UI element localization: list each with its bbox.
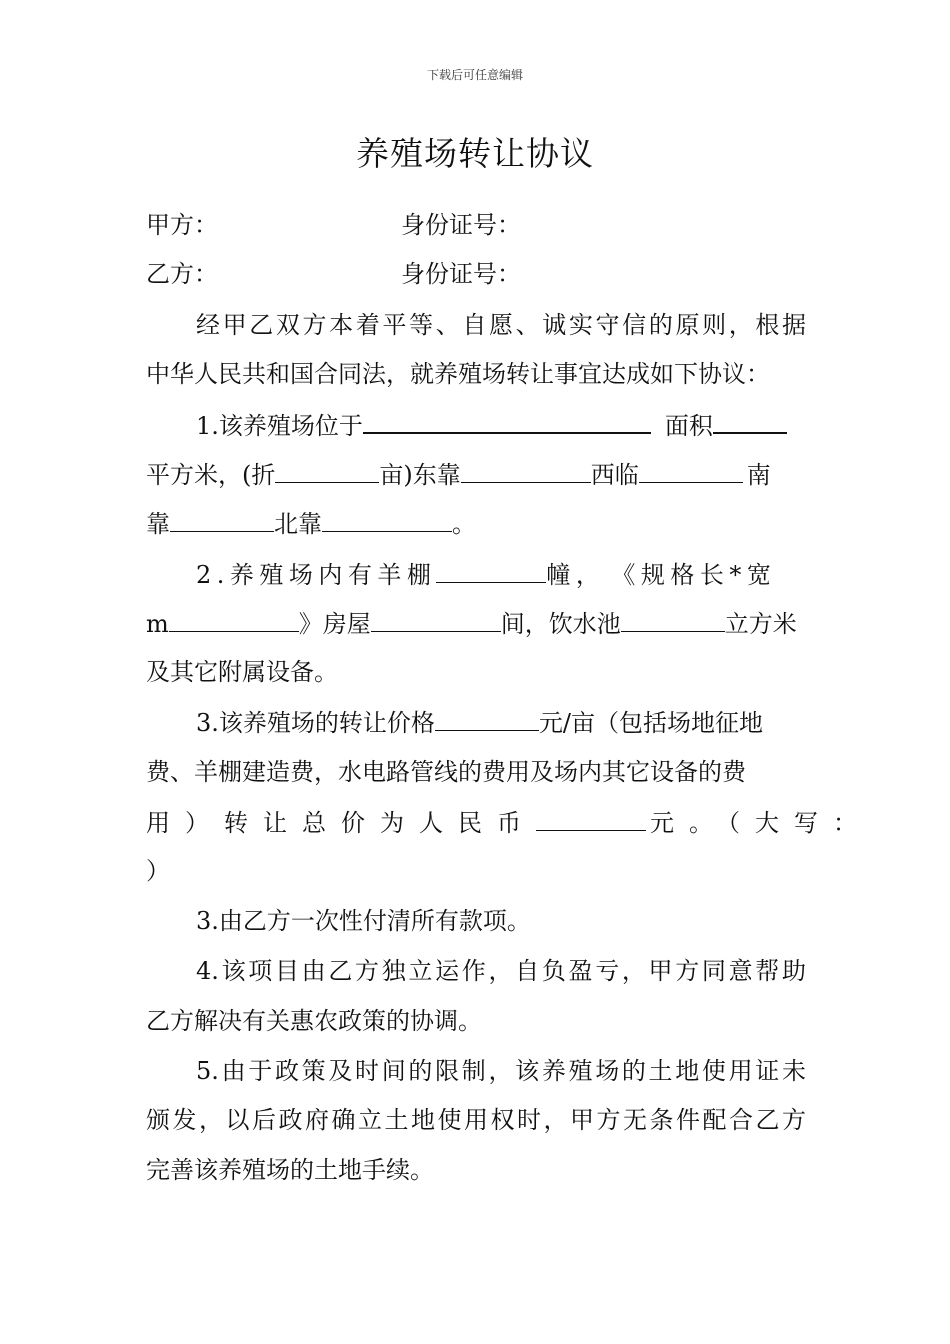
clause-4-line-2: 乙方解决有关惠农政策的协调。 [146, 1007, 482, 1035]
clause-5-line-1: 5.由于政策及时间的限制，该养殖场的土地使用证未 [196, 1057, 806, 1085]
intro-line-2: 中华人民共和国合同法，就养殖场转让事宜达成如下协议： [146, 360, 770, 388]
shed-count-blank [436, 558, 546, 583]
mu-blank [275, 458, 379, 483]
clause-2-prefix: 2.养殖场内有羊棚 [196, 561, 437, 589]
cubic-label: 立方米 [724, 610, 797, 638]
sq-m-label: 平方米，(折 [146, 461, 276, 489]
header-note: 下载后可任意编辑 [426, 68, 523, 82]
document-title: 养殖场转让协议 [356, 134, 594, 173]
clause-1-end: 。 [452, 510, 476, 538]
intro-line-1: 经甲乙双方本着平等、自愿、诚实守信的原则，根据 [196, 311, 806, 339]
rooms-label: 》房屋 [298, 610, 371, 638]
clause-1-prefix: 1.该养殖场位于 [196, 412, 363, 440]
clause-2-line-2 [146, 607, 806, 639]
rooms-blank [371, 607, 501, 632]
clause-5-line-3: 完善该养殖场的土地手续。 [146, 1156, 434, 1184]
clause-3b: 3.由乙方一次性付清所有款项。 [196, 907, 531, 935]
east-label: 亩)东靠 [379, 461, 461, 489]
total-price-label: 用）转让总价为人民币 [146, 809, 536, 837]
pool-blank [621, 607, 725, 632]
clause-3-line-1 [196, 706, 806, 738]
clause-1-line-1 [196, 408, 806, 440]
area-label: 面积 [664, 412, 713, 440]
clause-5-line-2: 颁发，以后政府确立土地使用权时，甲方无条件配合乙方 [146, 1106, 806, 1134]
unit-price-label: 元/亩（包括场地征地 [538, 709, 763, 737]
clause-2-line-1 [196, 558, 806, 590]
south-blank [170, 507, 274, 532]
total-price-blank [536, 806, 646, 831]
clause-3-line-2: 费、羊棚建造费，水电路管线的费用及场内其它设备的费 [146, 758, 746, 786]
pool-label: 间，饮水池 [500, 610, 621, 638]
shed-unit: 幢， [546, 561, 606, 589]
north-label: 北靠 [274, 510, 322, 538]
clause-3-line-4: ） [146, 857, 170, 885]
total-price-unit: 元。（大写： [650, 809, 872, 837]
clause-4-line-1: 4.该项目由乙方独立运作，自负盈亏，甲方同意帮助 [196, 957, 806, 985]
party-a-label: 甲方： [146, 211, 218, 239]
location-blank [363, 408, 651, 434]
party-b-label: 乙方： [146, 260, 218, 288]
west-label: 西临 [590, 461, 639, 489]
north-blank [322, 507, 452, 532]
spec-unit-m: m [146, 610, 169, 638]
clause-2-line-3: 及其它附属设备。 [146, 658, 338, 686]
south-label-b: 靠 [146, 510, 170, 538]
clause-1-line-3 [146, 507, 806, 539]
unit-price-blank [435, 706, 539, 731]
party-b-id-label: 身份证号： [401, 260, 521, 288]
west-blank [639, 458, 743, 483]
clause-1-line-2 [146, 458, 806, 490]
spec-label: 《规格长*宽 [611, 561, 777, 589]
east-blank [461, 458, 591, 483]
clause-3-prefix: 3.该养殖场的转让价格 [196, 709, 435, 737]
south-label-a: 南 [746, 461, 771, 489]
area-blank [713, 408, 787, 434]
clause-3-line-3 [146, 806, 872, 838]
party-a-id-label: 身份证号： [401, 211, 521, 239]
spec-blank [169, 607, 299, 632]
